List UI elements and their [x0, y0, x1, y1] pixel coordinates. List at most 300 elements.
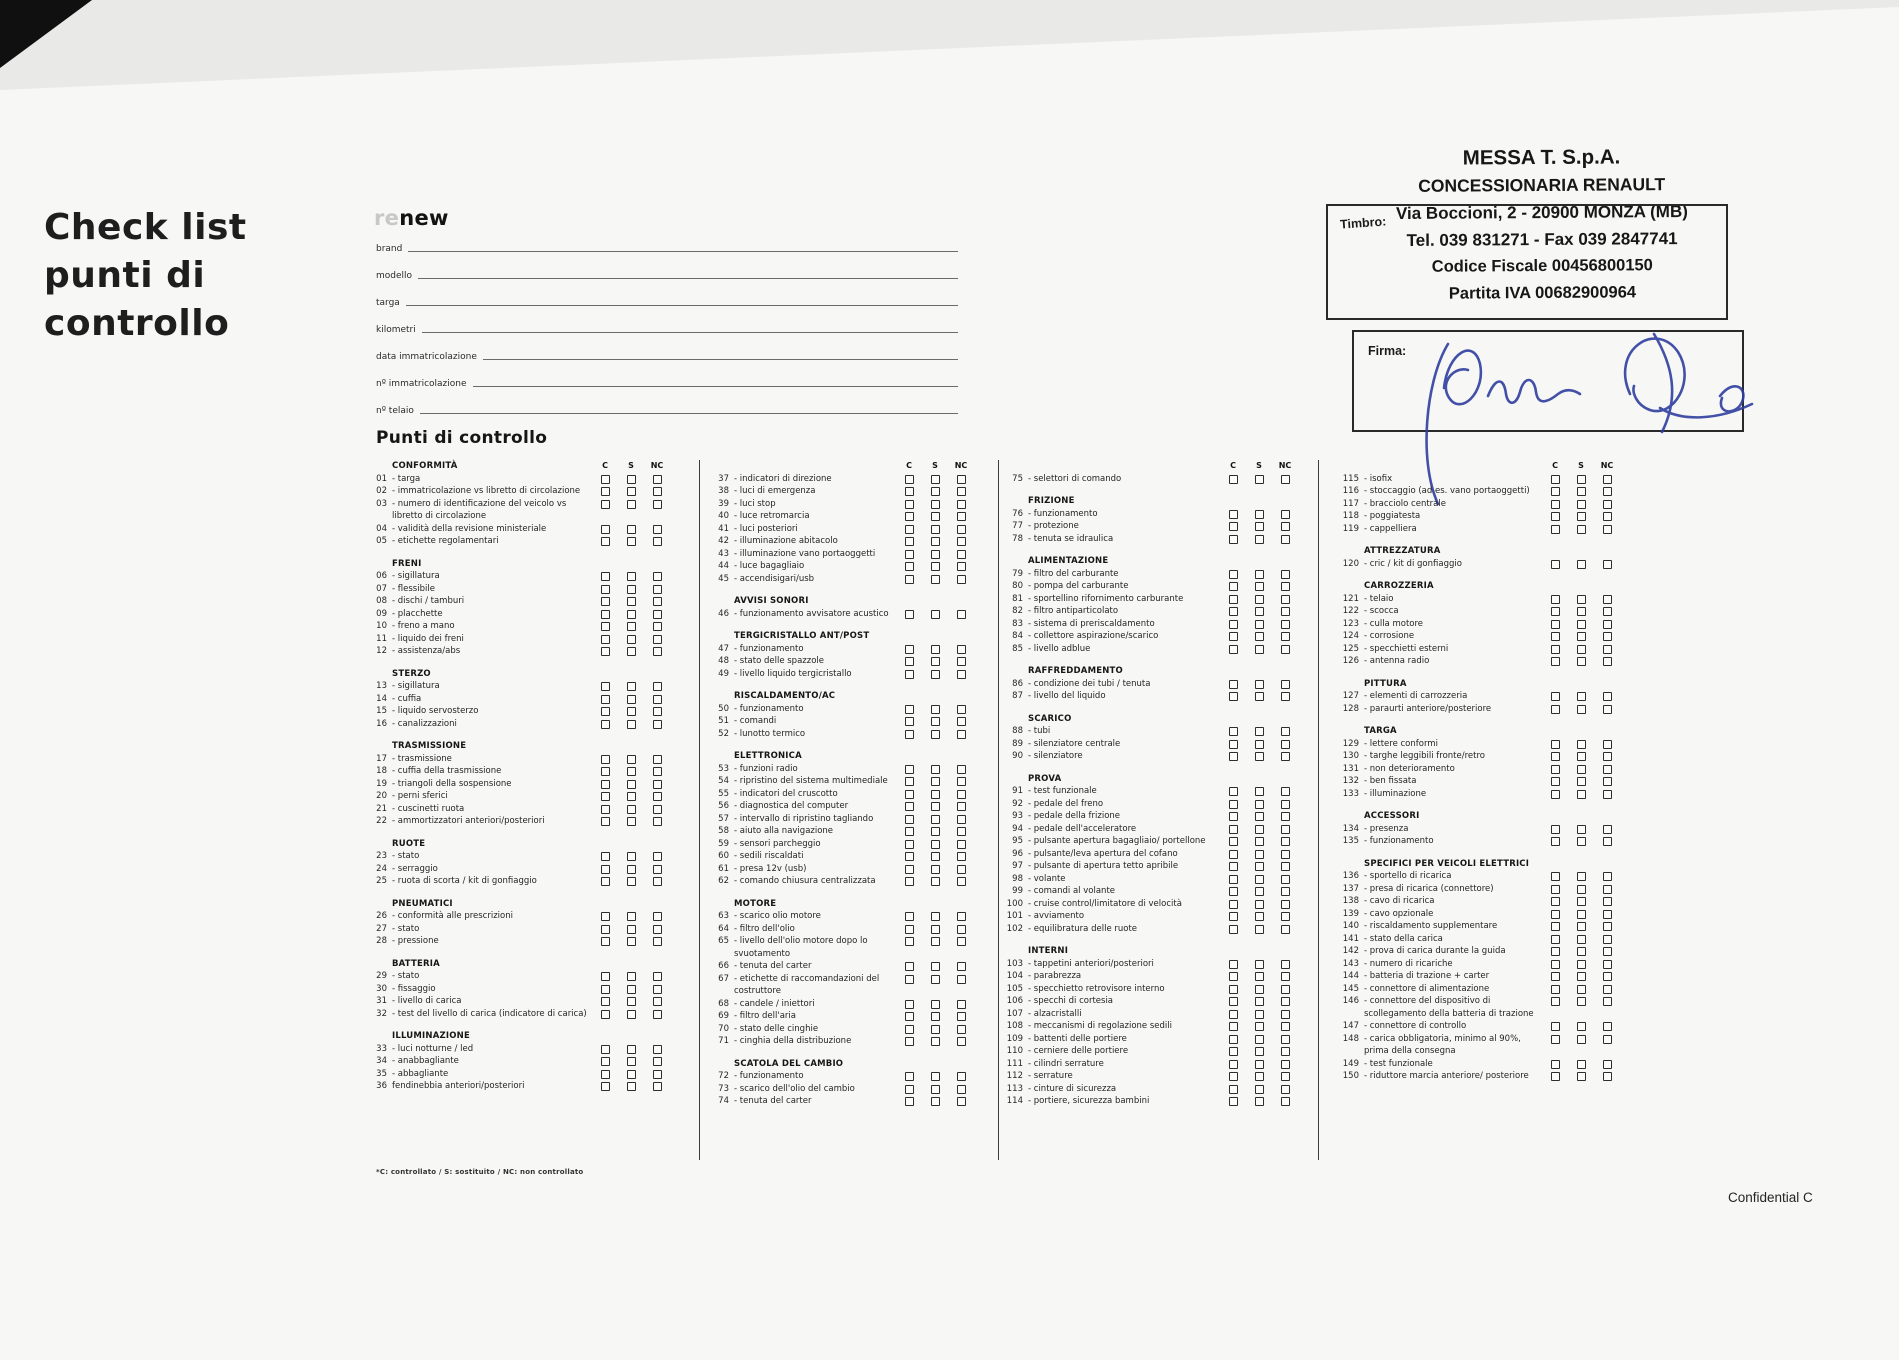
checkbox	[1229, 1010, 1238, 1019]
checkbox	[1281, 862, 1290, 871]
checkbox	[627, 937, 636, 946]
checkbox	[1603, 1060, 1612, 1069]
checkbox	[627, 1082, 636, 1091]
checkbox	[627, 985, 636, 994]
checkbox-cell	[1542, 510, 1568, 521]
checkbox	[601, 805, 610, 814]
form-row-brand	[376, 228, 958, 255]
checklist-item-17	[370, 753, 670, 766]
item-number: 125	[1342, 643, 1359, 654]
checkbox-cell	[618, 595, 644, 606]
checkbox-cell	[618, 485, 644, 496]
checkbox	[1255, 887, 1264, 896]
form-blank-line	[422, 331, 958, 333]
checkbox	[1577, 487, 1586, 496]
item-number: 63	[718, 911, 729, 921]
checklist-item-06	[370, 570, 670, 583]
checkbox	[1603, 620, 1612, 629]
section-title: CARROZZERIA	[1364, 581, 1434, 591]
checkbox	[1255, 595, 1264, 604]
checklist-item-55	[712, 788, 974, 801]
checkbox	[1603, 935, 1612, 944]
checkbox	[653, 997, 662, 1006]
checkbox	[1255, 1047, 1264, 1056]
item-label: - luci notturne / led	[392, 1043, 474, 1054]
checkbox-cell	[644, 473, 670, 484]
checkbox	[601, 1057, 610, 1066]
item-number: 97	[1012, 861, 1023, 871]
item-number: 137	[1342, 883, 1359, 894]
checklist-item-88	[1006, 725, 1298, 738]
checkbox	[1551, 475, 1560, 484]
checklist-item-18	[370, 765, 670, 778]
item-number: 90	[1012, 751, 1023, 761]
checkbox	[601, 500, 610, 509]
item-label: - antenna radio	[1364, 656, 1430, 666]
checklist-item-96	[1006, 848, 1298, 861]
checkbox-cell	[1542, 823, 1568, 834]
checkbox-cell	[922, 703, 948, 714]
checkbox-cell	[948, 813, 974, 824]
checklist-item-54	[712, 775, 974, 788]
checkbox	[931, 790, 940, 799]
vehicle-form	[376, 228, 958, 417]
checkbox	[931, 827, 940, 836]
checkbox-cell	[1220, 690, 1246, 701]
item-label: - cuffia della trasmissione	[392, 766, 502, 776]
checkbox-cell	[1568, 970, 1594, 981]
checkbox	[1255, 692, 1264, 701]
checkbox	[1229, 787, 1238, 796]
checkbox-cell	[1542, 605, 1568, 616]
checkbox-cell	[1220, 983, 1246, 994]
checkbox	[1551, 985, 1560, 994]
checkbox	[627, 647, 636, 656]
checkbox	[1229, 887, 1238, 896]
item-label: - batteria di trazione + carter	[1364, 971, 1490, 981]
checkbox	[1551, 705, 1560, 714]
checkbox-cell	[644, 923, 670, 934]
item-number: 131	[1342, 763, 1359, 774]
checklist-item-70	[712, 1023, 974, 1036]
checkbox	[1229, 800, 1238, 809]
checkbox	[905, 765, 914, 774]
item-number: 16	[376, 718, 387, 729]
section-title: SCARICO	[1028, 713, 1072, 724]
item-number: 77	[1012, 521, 1023, 531]
checkbox	[1603, 997, 1612, 1006]
checkbox-cell	[1220, 873, 1246, 884]
checklist-item-02	[370, 485, 670, 498]
checkbox-cell	[1272, 580, 1298, 591]
checkbox-cell	[1220, 1045, 1246, 1056]
item-label: - etichette di raccomandazioni del costruttore	[734, 973, 880, 996]
checkbox	[905, 562, 914, 571]
checkbox-cell	[592, 935, 618, 946]
checkbox	[1255, 740, 1264, 749]
item-number: 136	[1342, 871, 1359, 881]
checkbox	[1255, 607, 1264, 616]
item-number: 72	[718, 1071, 729, 1081]
checkbox	[1229, 1097, 1238, 1106]
checkbox	[601, 1045, 610, 1054]
checkbox	[1577, 607, 1586, 616]
checkbox-cell	[618, 875, 644, 886]
checklist-item-131	[1342, 763, 1620, 776]
section-title: RUOTE	[392, 838, 426, 849]
checkbox-cell	[592, 473, 618, 484]
checkbox	[957, 717, 966, 726]
section-title: RISCALDAMENTO/AC	[734, 691, 836, 701]
checkbox	[601, 585, 610, 594]
item-label: - elementi di carrozzeria	[1364, 691, 1468, 701]
checklist-item-49	[712, 668, 974, 681]
checkbox-cell	[1246, 568, 1272, 579]
checkbox-cell	[1272, 725, 1298, 736]
checkbox-cell	[896, 850, 922, 861]
checkbox-cell	[644, 1055, 670, 1066]
item-number: 128	[1342, 703, 1359, 714]
checkbox	[1551, 997, 1560, 1006]
section-title: SPECIFICI PER VEICOLI ELETTRICI	[1364, 858, 1530, 869]
checklist-item-26	[370, 910, 670, 923]
checkbox-cell	[948, 850, 974, 861]
checkbox-cell	[618, 680, 644, 691]
checklist-item-112	[1006, 1070, 1298, 1083]
checklist-item-20	[370, 790, 670, 803]
checkbox-cell	[1568, 510, 1594, 521]
form-label: nº immatricolazione	[376, 379, 467, 389]
checkbox-cell	[1568, 523, 1594, 534]
item-number: 135	[1342, 836, 1359, 846]
checklist-item-65	[712, 935, 974, 960]
checkbox	[1603, 657, 1612, 666]
checkbox	[653, 707, 662, 716]
section-title-row	[1342, 545, 1620, 558]
checkbox	[1551, 1022, 1560, 1031]
checkbox	[601, 622, 610, 631]
item-label: - stato	[392, 971, 420, 981]
item-label: - cruise control/limitatore di velocità	[1028, 898, 1182, 909]
checkbox-cell	[922, 1010, 948, 1021]
checkbox-cell	[948, 560, 974, 571]
section-title: BATTERIA	[392, 958, 440, 969]
item-label: - isofix	[1364, 473, 1393, 484]
item-number: 24	[376, 863, 387, 874]
checkbox-cell	[896, 973, 922, 984]
checkbox-cell	[1542, 970, 1568, 981]
checkbox	[1551, 837, 1560, 846]
checkbox	[905, 487, 914, 496]
checkbox-cell	[644, 570, 670, 581]
item-label: - luci posteriori	[734, 523, 798, 534]
checkbox	[1551, 1035, 1560, 1044]
item-number: 141	[1342, 933, 1359, 944]
checkbox	[1281, 912, 1290, 921]
checkbox	[1577, 620, 1586, 629]
checklist-heading: Punti di controllo	[376, 428, 548, 448]
checkbox	[1281, 960, 1290, 969]
firma-box	[1352, 330, 1744, 432]
section-title-row	[1006, 945, 1298, 958]
item-label: - scarico dell'olio del cambio	[734, 1083, 855, 1094]
checkbox-cell	[1220, 593, 1246, 604]
checkbox	[601, 635, 610, 644]
form-blank-line	[473, 385, 958, 387]
checkbox-cell	[948, 485, 974, 496]
checkbox-cell	[1594, 605, 1620, 616]
checklist-item-133	[1342, 788, 1620, 801]
checkbox	[601, 877, 610, 886]
checkbox	[931, 962, 940, 971]
item-label: - filtro del carburante	[1028, 568, 1119, 579]
scan-edge-band	[0, 0, 1899, 92]
checkbox	[1255, 960, 1264, 969]
item-number: 85	[1012, 643, 1023, 654]
checkbox-cell	[948, 775, 974, 786]
checklist-item-28	[370, 935, 670, 948]
checkbox	[1603, 740, 1612, 749]
form-label: kilometri	[376, 325, 416, 335]
checkbox	[905, 500, 914, 509]
checkbox	[1551, 947, 1560, 956]
checklist-item-81	[1006, 593, 1298, 606]
checkbox-cell	[1272, 970, 1298, 981]
item-number: 111	[1006, 1058, 1023, 1069]
checkbox	[627, 877, 636, 886]
item-label: - funzionamento	[734, 643, 804, 654]
checkbox-cell	[644, 523, 670, 534]
checkbox	[1229, 900, 1238, 909]
checklist-item-40	[712, 510, 974, 523]
section-title-row	[1342, 678, 1620, 691]
checkbox-cell	[922, 560, 948, 571]
item-label: - diagnostica del computer	[734, 801, 849, 811]
checkbox	[957, 500, 966, 509]
checkbox	[957, 802, 966, 811]
checkbox-cell	[1542, 690, 1568, 701]
checkbox	[905, 840, 914, 849]
checkbox	[1281, 1022, 1290, 1031]
checklist-item-104	[1006, 970, 1298, 983]
checkbox-cell	[1542, 1020, 1568, 1031]
checkbox-cell	[922, 510, 948, 521]
renew-logo-new: new	[399, 206, 449, 230]
checkbox-cell	[1220, 885, 1246, 896]
checkbox	[627, 585, 636, 594]
checkbox-cell	[644, 790, 670, 801]
checkbox-cell	[948, 800, 974, 811]
checkbox-cell	[618, 923, 644, 934]
checkbox-cell	[644, 1043, 670, 1054]
renew-logo-re: re	[374, 206, 400, 230]
checkbox-cell	[948, 1083, 974, 1094]
checkbox-cell	[1272, 810, 1298, 821]
item-number: 03	[376, 498, 387, 509]
timbro-label: Timbro:	[1339, 214, 1387, 232]
checkbox-cell	[1272, 593, 1298, 604]
section-title: TARGA	[1364, 726, 1397, 736]
checkbox-cell	[644, 1008, 670, 1019]
checkbox-cell	[592, 1043, 618, 1054]
checkbox	[1603, 500, 1612, 509]
item-label: - selettori di comando	[1028, 473, 1122, 484]
checkbox-cell	[644, 983, 670, 994]
checklist-item-68	[712, 998, 974, 1011]
checkbox	[1603, 1022, 1612, 1031]
checkbox-cell	[1568, 703, 1594, 714]
checkbox	[931, 777, 940, 786]
checklist-item-61	[712, 863, 974, 876]
checkbox	[905, 1072, 914, 1081]
checkbox-cell	[1568, 883, 1594, 894]
item-number: 54	[718, 776, 729, 786]
checklist-item-23	[370, 850, 670, 863]
checkbox-cell	[896, 473, 922, 484]
checkbox	[1577, 837, 1586, 846]
checkbox-cell	[1272, 1033, 1298, 1044]
section-title-row	[370, 740, 670, 753]
checklist-item-46	[712, 608, 974, 621]
checkbox	[931, 525, 940, 534]
checkbox	[1229, 607, 1238, 616]
form-row-n-immatricolazione	[376, 363, 958, 390]
checkbox	[1255, 727, 1264, 736]
checkbox-cell	[1220, 1095, 1246, 1106]
checkbox-cell	[1220, 508, 1246, 519]
checklist-item-10	[370, 620, 670, 633]
checkbox-cell	[592, 645, 618, 656]
checkbox-cell	[1220, 860, 1246, 871]
checkbox-cell	[1220, 630, 1246, 641]
checkbox-cell	[1568, 870, 1594, 881]
checkbox	[1603, 825, 1612, 834]
checkbox	[931, 937, 940, 946]
checkbox-cell	[948, 608, 974, 619]
checkbox	[1577, 645, 1586, 654]
checkbox-cell	[922, 825, 948, 836]
checkbox-cell	[592, 498, 618, 509]
checkbox-cell	[922, 643, 948, 654]
checklist-item-64	[712, 923, 974, 936]
checkbox-cell	[644, 498, 670, 509]
checkbox-cell	[1594, 750, 1620, 761]
item-label: - funzionamento	[734, 703, 804, 714]
item-label: - etichette regolamentari	[392, 536, 499, 546]
item-label: - portiere, sicurezza bambini	[1028, 1096, 1150, 1106]
item-label: - poggiatesta	[1364, 511, 1421, 521]
checkbox	[653, 985, 662, 994]
item-label: - scarico olio motore	[734, 911, 821, 921]
checkbox-cell	[948, 728, 974, 739]
checkbox	[653, 1082, 662, 1091]
section-title: ACCESSORI	[1364, 811, 1420, 821]
checkbox	[905, 962, 914, 971]
checkbox-cell	[1246, 1058, 1272, 1069]
checkbox	[627, 780, 636, 789]
checkbox	[1577, 790, 1586, 799]
stamp-dealer-type: CONCESSIONARIA RENAULT	[1418, 174, 1666, 196]
checkbox-cell	[1246, 750, 1272, 761]
checkbox-cell	[618, 1008, 644, 1019]
c-s-nc-header-row	[1006, 460, 1298, 473]
item-number: 51	[718, 716, 729, 726]
checkbox-cell	[644, 803, 670, 814]
checkbox	[905, 657, 914, 666]
checklist-item-53	[712, 763, 974, 776]
checkbox	[1255, 825, 1264, 834]
checkbox-cell	[896, 703, 922, 714]
checkbox	[905, 815, 914, 824]
form-row-kilometri	[376, 309, 958, 336]
checkbox	[653, 572, 662, 581]
item-number: 132	[1342, 776, 1359, 786]
checkbox-cell	[1272, 835, 1298, 846]
checklist-item-84	[1006, 630, 1298, 643]
checkbox	[601, 610, 610, 619]
checkbox-cell	[948, 498, 974, 509]
checkbox-cell	[1246, 983, 1272, 994]
checklist-item-75	[1006, 473, 1298, 486]
item-label: - protezione	[1028, 521, 1079, 531]
item-number: 83	[1012, 618, 1023, 629]
checkbox-cell	[1272, 923, 1298, 934]
checkbox-cell	[896, 1023, 922, 1034]
checkbox-cell	[592, 970, 618, 981]
checklist-item-62	[712, 875, 974, 888]
checkbox-cell	[1568, 788, 1594, 799]
checkbox-cell	[948, 510, 974, 521]
item-number: 33	[376, 1043, 387, 1054]
checkbox-cell	[618, 645, 644, 656]
item-number: 05	[376, 536, 387, 546]
item-number: 122	[1342, 606, 1359, 616]
checkbox	[931, 500, 940, 509]
checkbox-cell	[1542, 523, 1568, 534]
checkbox	[905, 1085, 914, 1094]
checkbox-cell	[1246, 1045, 1272, 1056]
checkbox-cell	[1542, 558, 1568, 569]
item-label: - aiuto alla navigazione	[734, 826, 834, 836]
checkbox-cell	[618, 718, 644, 729]
checkbox	[1281, 1010, 1290, 1019]
checkbox-cell	[592, 485, 618, 496]
checkbox	[653, 525, 662, 534]
checkbox	[1255, 475, 1264, 484]
checkbox-cell	[618, 705, 644, 716]
checklist-item-33	[370, 1043, 670, 1056]
item-label: - silenziatore centrale	[1028, 738, 1121, 749]
checkbox	[957, 777, 966, 786]
checkbox-cell	[948, 655, 974, 666]
checkbox	[653, 792, 662, 801]
checkbox	[601, 1010, 610, 1019]
checkbox-cell	[592, 1008, 618, 1019]
section-title-row	[1006, 773, 1298, 786]
checkbox-cell	[644, 535, 670, 546]
checkbox-cell	[922, 548, 948, 559]
checkbox-cell	[1220, 1033, 1246, 1044]
item-label: - volante	[1028, 873, 1066, 884]
checklist-item-102	[1006, 923, 1298, 936]
checkbox	[957, 487, 966, 496]
checkbox-cell	[922, 728, 948, 739]
item-number: 133	[1342, 788, 1359, 799]
item-label: - stoccaggio (ad es. vano portaoggetti)	[1364, 486, 1530, 496]
checkbox	[1603, 765, 1612, 774]
checkbox-cell	[1542, 1070, 1568, 1081]
checkbox	[905, 705, 914, 714]
